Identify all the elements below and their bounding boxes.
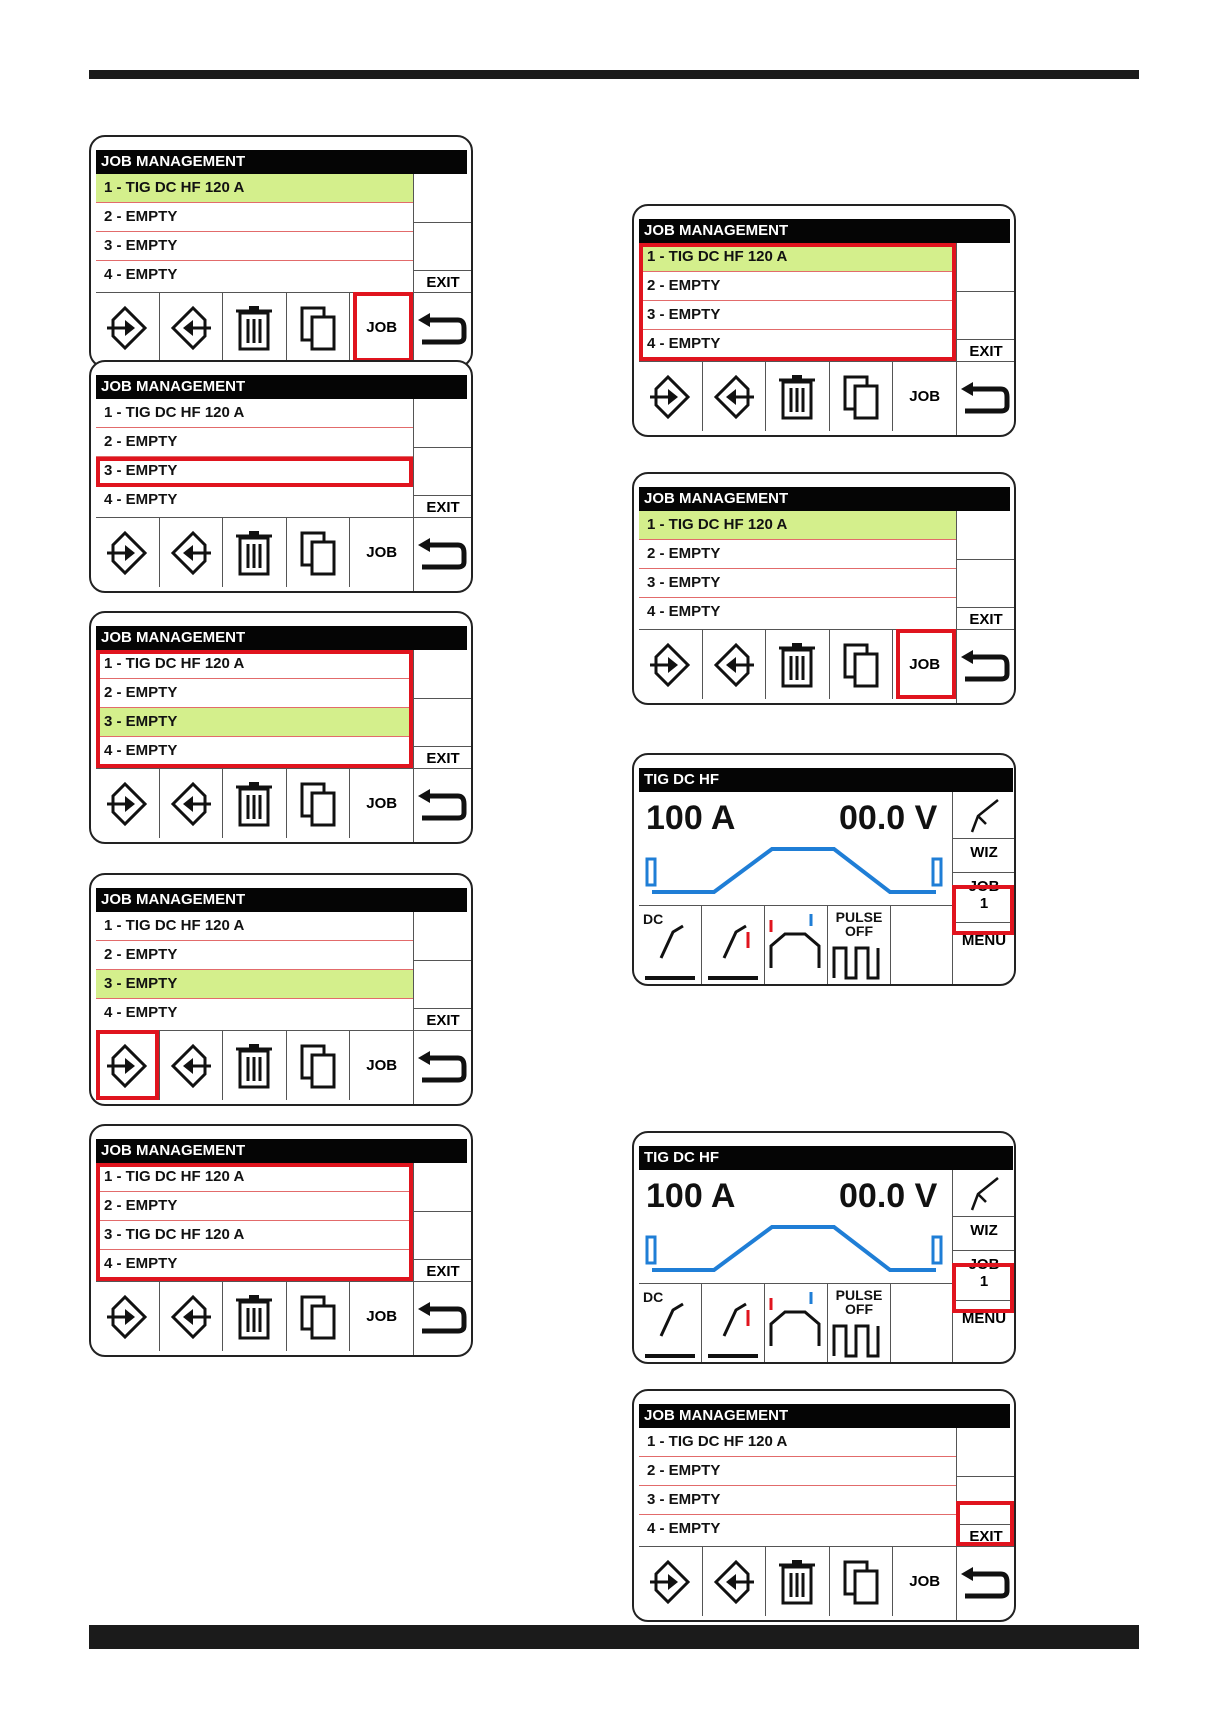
exit-label[interactable]: EXIT: [969, 611, 1003, 628]
job-number: 1: [979, 1273, 989, 1290]
pulse-state: OFF: [845, 1301, 873, 1317]
job-label[interactable]: JOB: [968, 878, 1000, 895]
job-label[interactable]: JOB: [968, 1256, 1000, 1273]
exit-label[interactable]: EXIT: [969, 343, 1003, 360]
job-row[interactable]: 4 - EMPTY: [104, 1255, 178, 1272]
hf-start-button[interactable]: [702, 1284, 765, 1364]
job-row[interactable]: 1 - TIG DC HF 120 A: [639, 511, 956, 540]
pulse-label: PULSE: [835, 1287, 883, 1303]
slope-icon: [765, 906, 825, 984]
dc-label: DC: [643, 1289, 664, 1305]
load-job-icon: [105, 303, 149, 353]
load-job-icon: [648, 1557, 692, 1607]
job-panel-4: [89, 873, 473, 1106]
copy-job-button[interactable]: [287, 769, 351, 838]
back-button[interactable]: [413, 1281, 471, 1351]
back-button[interactable]: [956, 629, 1014, 699]
panel-title: JOB MANAGEMENT: [639, 1404, 1010, 1428]
job-label: JOB: [366, 544, 398, 561]
job-button[interactable]: [350, 1031, 413, 1100]
load-job-icon: [648, 372, 692, 422]
torch-icon: [639, 906, 699, 984]
pulse-state: OFF: [845, 923, 873, 939]
copy-job-button[interactable]: [287, 1031, 351, 1100]
exit-label[interactable]: EXIT: [426, 1012, 460, 1029]
job-row[interactable]: 3 - EMPTY: [639, 301, 956, 330]
save-job-button[interactable]: [160, 293, 224, 362]
job-number: 1: [979, 895, 989, 912]
pulse-label: PULSE: [835, 909, 883, 925]
wiz-label[interactable]: WIZ: [970, 844, 998, 861]
job-row[interactable]: 3 - TIG DC HF 120 A: [96, 1221, 413, 1250]
load-job-icon: [105, 1292, 149, 1342]
panel-title: JOB MANAGEMENT: [639, 487, 1010, 511]
panel-title: JOB MANAGEMENT: [96, 150, 467, 174]
job-panel-7: [632, 472, 1016, 705]
delete-job-button[interactable]: [766, 1547, 830, 1616]
delete-job-button[interactable]: [223, 1031, 287, 1100]
pulse-button[interactable]: [828, 1284, 891, 1364]
pulse-button[interactable]: [828, 906, 891, 986]
job-row[interactable]: 4 - EMPTY: [104, 491, 178, 508]
current-readout: 100 A: [646, 1177, 736, 1215]
menu-label[interactable]: MENU: [961, 932, 1007, 949]
job-label: JOB: [366, 795, 398, 812]
copy-icon: [839, 1557, 883, 1607]
job-label: JOB: [909, 388, 941, 405]
back-arrow-icon: [959, 648, 1011, 682]
job-panel-5: [89, 1124, 473, 1357]
back-button[interactable]: [956, 1546, 1014, 1616]
trash-icon: [232, 1041, 276, 1091]
voltage-readout: 00.0 V: [839, 1177, 938, 1215]
copy-job-button[interactable]: [287, 1282, 351, 1351]
load-job-button[interactable]: [96, 1282, 160, 1351]
delete-job-button[interactable]: [766, 362, 830, 431]
back-arrow-icon: [416, 311, 468, 345]
job-label: JOB: [366, 319, 398, 336]
load-job-button[interactable]: [639, 630, 703, 699]
copy-icon: [296, 303, 340, 353]
job-row[interactable]: 4 - EMPTY: [647, 1520, 721, 1537]
tig-title: TIG DC HF: [639, 1146, 1013, 1170]
copy-icon: [296, 779, 340, 829]
back-arrow-icon: [959, 380, 1011, 414]
save-job-button[interactable]: [160, 1031, 224, 1100]
welding-cycle-icon: [644, 1215, 944, 1275]
job-row[interactable]: 4 - EMPTY: [647, 335, 721, 352]
job-row[interactable]: 3 - EMPTY: [96, 232, 413, 261]
exit-label[interactable]: EXIT: [426, 499, 460, 516]
save-job-icon: [169, 528, 213, 578]
delete-job-button[interactable]: [223, 1282, 287, 1351]
panel-title: JOB MANAGEMENT: [96, 888, 467, 912]
square-wave-icon: [828, 1320, 888, 1360]
job-row[interactable]: 2 - EMPTY: [639, 1457, 956, 1486]
load-job-icon: [105, 779, 149, 829]
bottom-rule: [89, 1625, 1139, 1649]
back-button[interactable]: [413, 768, 471, 838]
job-button[interactable]: [893, 630, 956, 699]
job-row[interactable]: 2 - EMPTY: [639, 540, 956, 569]
job-row[interactable]: 2 - EMPTY: [96, 1192, 413, 1221]
back-button[interactable]: [956, 361, 1014, 431]
job-panel-1: [89, 135, 473, 368]
job-row[interactable]: 1 - TIG DC HF 120 A: [639, 243, 956, 272]
trash-icon: [232, 1292, 276, 1342]
empty-slot: [891, 1284, 952, 1364]
job-row[interactable]: 2 - EMPTY: [96, 941, 413, 970]
job-row[interactable]: 4 - EMPTY: [647, 603, 721, 620]
load-job-button[interactable]: [639, 1547, 703, 1616]
job-row[interactable]: 1 - TIG DC HF 120 A: [96, 1163, 413, 1192]
copy-job-button[interactable]: [287, 293, 351, 362]
exit-label[interactable]: EXIT: [426, 274, 460, 291]
load-job-button[interactable]: [96, 1031, 160, 1100]
voltage-readout: 00.0 V: [839, 799, 938, 837]
tig-title: TIG DC HF: [639, 768, 1013, 792]
panel-title: JOB MANAGEMENT: [96, 1139, 467, 1163]
save-job-icon: [712, 640, 756, 690]
save-job-icon: [712, 372, 756, 422]
trash-icon: [775, 372, 819, 422]
hf-torch-icon: [702, 906, 762, 984]
back-arrow-icon: [416, 1300, 468, 1334]
job-row[interactable]: 1 - TIG DC HF 120 A: [96, 399, 413, 428]
copy-icon: [296, 1292, 340, 1342]
trash-icon: [775, 1557, 819, 1607]
dc-mode-button[interactable]: [639, 906, 702, 986]
torch-icon: [964, 796, 1004, 836]
job-row[interactable]: 2 - EMPTY: [96, 428, 413, 457]
job-panel-8: [632, 1389, 1016, 1622]
save-job-button[interactable]: [160, 769, 224, 838]
trash-icon: [232, 528, 276, 578]
panel-title: JOB MANAGEMENT: [96, 626, 467, 650]
panel-title: JOB MANAGEMENT: [639, 219, 1010, 243]
save-job-icon: [169, 779, 213, 829]
job-button[interactable]: [350, 293, 413, 362]
delete-job-button[interactable]: [223, 293, 287, 362]
job-button[interactable]: [350, 769, 413, 838]
job-row[interactable]: 3 - EMPTY: [639, 1486, 956, 1515]
load-job-button[interactable]: [96, 769, 160, 838]
job-row[interactable]: 1 - TIG DC HF 120 A: [96, 650, 413, 679]
back-arrow-icon: [416, 536, 468, 570]
load-job-button[interactable]: [639, 362, 703, 431]
panel-title: JOB MANAGEMENT: [96, 375, 467, 399]
copy-icon: [296, 528, 340, 578]
wiz-label[interactable]: WIZ: [970, 1222, 998, 1239]
job-button[interactable]: [350, 1282, 413, 1351]
torch-icon: [639, 1284, 699, 1362]
job-row[interactable]: 3 - EMPTY: [96, 708, 413, 737]
back-arrow-icon: [416, 1049, 468, 1083]
job-label: JOB: [366, 1308, 398, 1325]
dc-mode-button[interactable]: [639, 1284, 702, 1364]
job-button[interactable]: [893, 362, 956, 431]
delete-job-button[interactable]: [223, 518, 287, 587]
job-panel-6: [632, 204, 1016, 437]
trash-icon: [232, 303, 276, 353]
copy-job-button[interactable]: [830, 1547, 894, 1616]
job-button[interactable]: [893, 1547, 956, 1616]
empty-slot: [891, 906, 952, 986]
job-row[interactable]: 3 - EMPTY: [96, 457, 413, 486]
save-job-icon: [712, 1557, 756, 1607]
save-job-button[interactable]: [703, 630, 767, 699]
current-readout: 100 A: [646, 799, 736, 837]
job-row[interactable]: 3 - EMPTY: [96, 970, 413, 999]
copy-job-button[interactable]: [830, 630, 894, 699]
back-arrow-icon: [959, 1565, 1011, 1599]
save-job-icon: [169, 303, 213, 353]
delete-job-button[interactable]: [766, 630, 830, 699]
back-arrow-icon: [416, 787, 468, 821]
job-row[interactable]: 2 - EMPTY: [96, 679, 413, 708]
slope-icon: [765, 1284, 825, 1362]
job-row[interactable]: 4 - EMPTY: [104, 1004, 178, 1021]
tig-screen-1: [632, 753, 1016, 986]
slope-button[interactable]: [765, 1284, 828, 1364]
save-job-button[interactable]: [160, 1282, 224, 1351]
copy-icon: [296, 1041, 340, 1091]
load-job-button[interactable]: [96, 518, 160, 587]
exit-label[interactable]: EXIT: [426, 750, 460, 767]
trash-icon: [775, 640, 819, 690]
save-job-icon: [169, 1041, 213, 1091]
copy-job-button[interactable]: [830, 362, 894, 431]
square-wave-icon: [828, 942, 888, 982]
exit-label[interactable]: EXIT: [426, 1263, 460, 1280]
hf-start-button[interactable]: [702, 906, 765, 986]
job-row[interactable]: 2 - EMPTY: [96, 203, 413, 232]
job-label: JOB: [909, 656, 941, 673]
slope-button[interactable]: [765, 906, 828, 986]
job-row[interactable]: 4 - EMPTY: [104, 266, 178, 283]
back-button[interactable]: [413, 517, 471, 587]
exit-label[interactable]: EXIT: [969, 1528, 1003, 1545]
job-label: JOB: [366, 1057, 398, 1074]
job-row[interactable]: 2 - EMPTY: [639, 272, 956, 301]
job-row[interactable]: 1 - TIG DC HF 120 A: [96, 174, 413, 203]
load-job-icon: [105, 528, 149, 578]
save-job-button[interactable]: [703, 362, 767, 431]
hf-torch-icon: [702, 1284, 762, 1362]
copy-icon: [839, 372, 883, 422]
top-rule: [89, 70, 1139, 79]
back-button[interactable]: [413, 292, 471, 362]
save-job-icon: [169, 1292, 213, 1342]
welding-cycle-icon: [644, 837, 944, 897]
copy-icon: [839, 640, 883, 690]
job-row[interactable]: 4 - EMPTY: [104, 742, 178, 759]
menu-label[interactable]: MENU: [961, 1310, 1007, 1327]
job-button[interactable]: [350, 518, 413, 587]
job-row[interactable]: 1 - TIG DC HF 120 A: [96, 912, 413, 941]
delete-job-button[interactable]: [223, 769, 287, 838]
job-panel-3: [89, 611, 473, 844]
tig-screen-2: [632, 1131, 1016, 1364]
job-panel-2: [89, 360, 473, 593]
load-job-icon: [105, 1041, 149, 1091]
save-job-button[interactable]: [160, 518, 224, 587]
copy-job-button[interactable]: [287, 518, 351, 587]
load-job-button[interactable]: [96, 293, 160, 362]
job-row[interactable]: 3 - EMPTY: [639, 569, 956, 598]
save-job-button[interactable]: [703, 1547, 767, 1616]
load-job-icon: [648, 640, 692, 690]
trash-icon: [232, 779, 276, 829]
torch-icon: [964, 1174, 1004, 1214]
job-row[interactable]: 1 - TIG DC HF 120 A: [639, 1428, 956, 1457]
back-button[interactable]: [413, 1030, 471, 1100]
dc-label: DC: [643, 911, 664, 927]
job-label: JOB: [909, 1573, 941, 1590]
